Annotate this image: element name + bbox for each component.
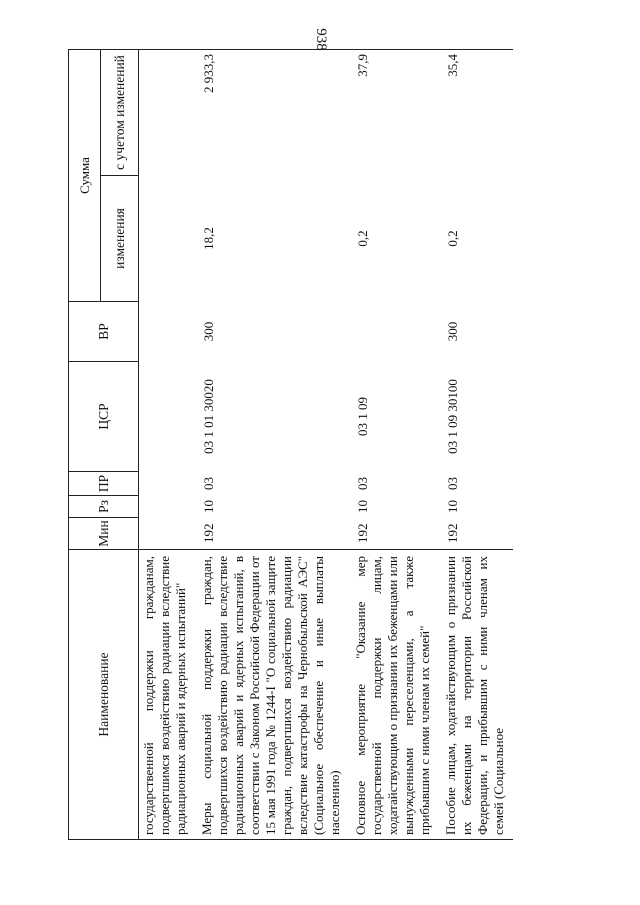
row-min: 192 — [445, 523, 460, 543]
page-number: 938 — [312, 28, 329, 51]
row-csr: 03 1 09 — [355, 397, 370, 436]
header-csr: ЦСР — [69, 362, 139, 472]
header-rz: Рз — [69, 496, 139, 518]
row-rz: 10 — [355, 500, 370, 513]
header-with-changes: с учетом изменений — [101, 50, 139, 176]
header-vr: ВР — [69, 302, 139, 362]
header-changes: изменения — [101, 176, 139, 302]
header-min: Мин — [69, 518, 139, 550]
row-csr: 03 1 01 30020 — [201, 379, 216, 454]
row-vr: 300 — [201, 321, 216, 342]
table-row — [139, 50, 196, 840]
row-rz: 10 — [445, 500, 460, 513]
header-name: Наименование — [69, 550, 139, 840]
budget-table — [68, 49, 513, 840]
table-row — [439, 50, 513, 840]
row-name: Меры социальной поддержки граждан, подвергшихся воздействию радиации вследствие радиационных аварий и ядерных испытаний, в соответствии с Законом Российской Федерации от 15 мая 1991 года № 1244-I "О социальной защите граждан, подвергшихся воздействию радиации вследствие катастрофы на Чернобыльской АЭС" (Социальное обеспечение и иные выплаты населению) — [195, 550, 349, 840]
row-with-changes: 2 933,3 — [195, 50, 349, 176]
table-row — [195, 50, 349, 840]
row-csr: 03 1 09 30100 — [445, 379, 460, 454]
row-changes — [139, 176, 196, 302]
row-with-changes — [139, 50, 196, 176]
row-changes: 0,2 — [445, 230, 460, 247]
rotated-table-region — [68, 50, 563, 840]
row-pr: 03 — [201, 477, 216, 490]
row-pr — [139, 472, 196, 496]
row-with-changes: 37,9 — [349, 50, 439, 176]
row-changes: 0,2 — [355, 230, 370, 247]
table-row — [349, 50, 439, 840]
row-min — [139, 518, 196, 550]
row-pr: 03 — [355, 477, 370, 490]
row-pr: 03 — [445, 477, 460, 490]
row-rz — [139, 496, 196, 518]
row-vr: 300 — [445, 321, 460, 342]
row-with-changes: 35,4 — [439, 50, 513, 176]
row-vr — [349, 302, 439, 362]
header-sum: Сумма — [69, 50, 101, 302]
row-rz: 10 — [201, 500, 216, 513]
header-pr: ПР — [69, 472, 139, 496]
row-min: 192 — [355, 523, 370, 543]
row-csr — [139, 362, 196, 472]
row-vr — [139, 302, 196, 362]
row-changes: 18,2 — [201, 227, 216, 250]
row-name: Пособие лицам, ходатайствующим о признании их беженцами на территории Российской Федерации, и прибывшим с ними членам их семей (Социальное — [439, 550, 513, 840]
row-name: государственной поддержки гражданам, подвергшимся воздействию радиации вследствие радиационных аварий и ядерных испытаний" — [139, 550, 196, 840]
row-name: Основное мероприятие "Оказание мер государственной поддержки лицам, ходатайствующим о признании их беженцами или вынужденными переселенцами, а также прибывшим с ними членам их семей" — [349, 550, 439, 840]
row-min: 192 — [201, 523, 216, 543]
